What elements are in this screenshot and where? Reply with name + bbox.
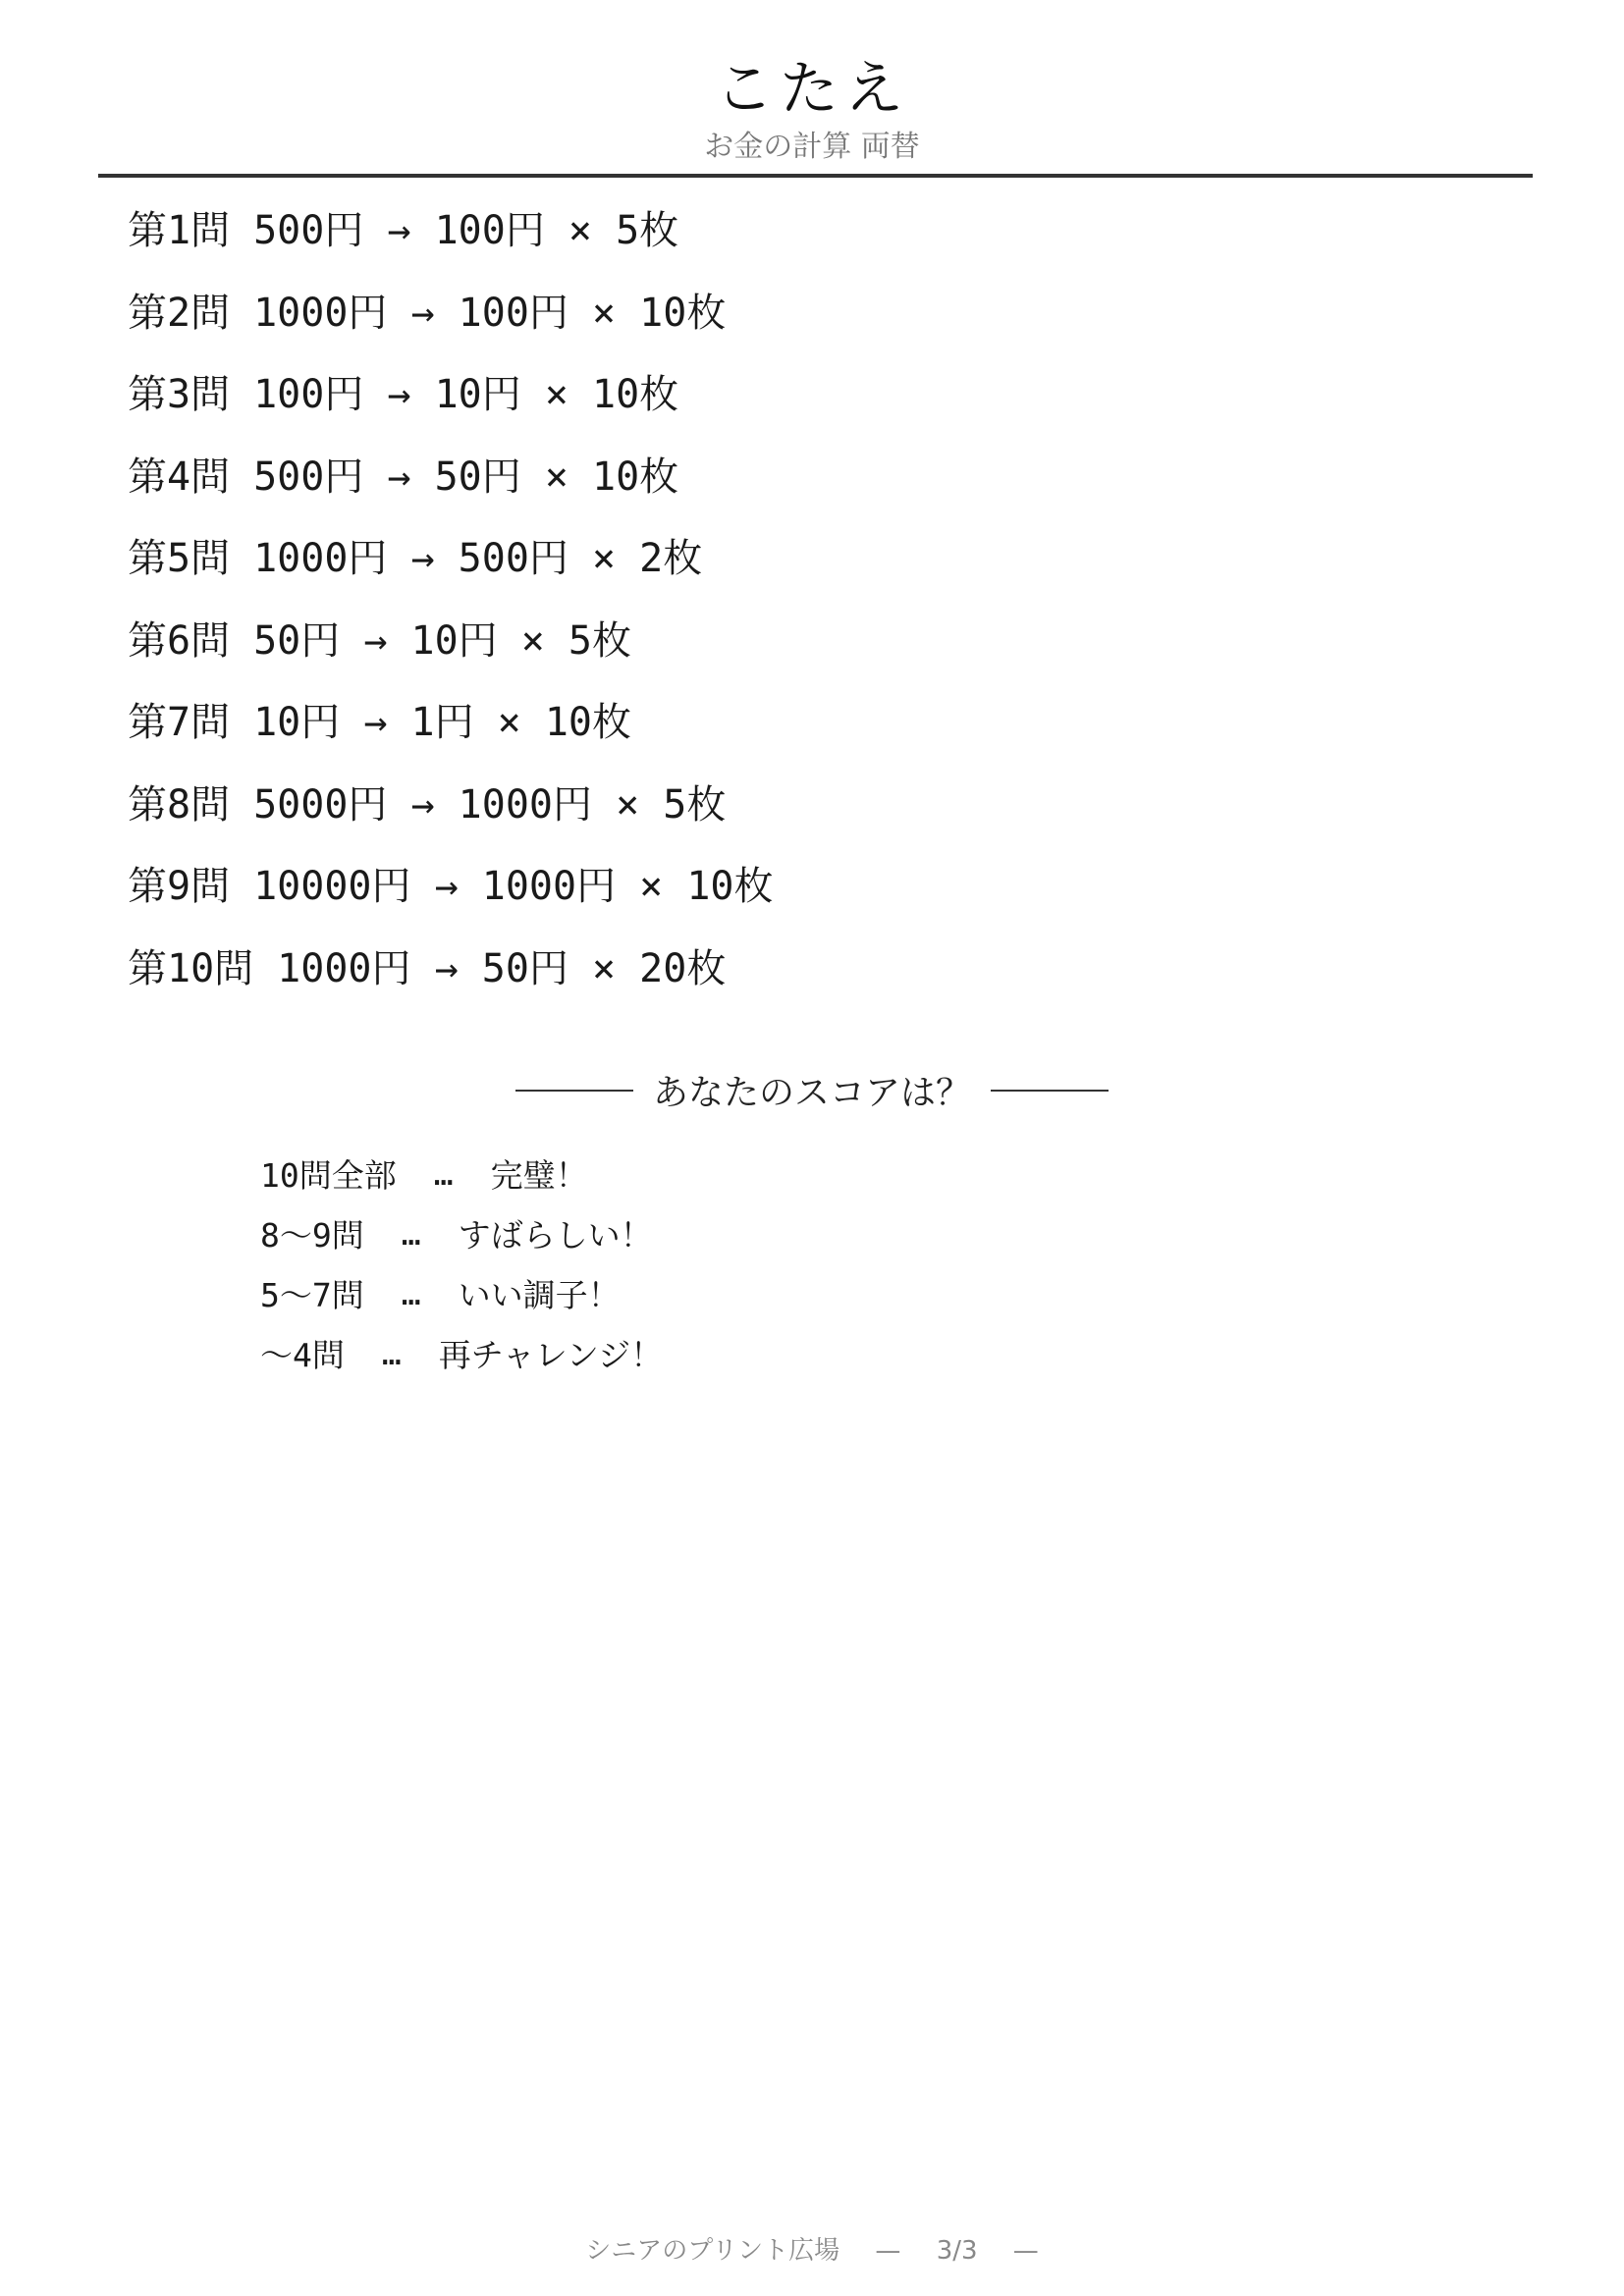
score-row <box>260 1263 663 1323</box>
score-row <box>260 1323 663 1383</box>
score-range: 10問全部 <box>260 1156 397 1195</box>
answer-row-6 <box>128 597 774 679</box>
answer-row-9 <box>128 842 774 925</box>
answer-row-1 <box>128 187 774 269</box>
page-number: 3/3 <box>936 2236 978 2266</box>
answer-text: 1000円 → 100円 × 10枚 <box>253 290 727 336</box>
page-footer <box>0 2230 1624 2267</box>
question-label: 第3問 <box>128 372 231 418</box>
question-label: 第5問 <box>128 536 231 582</box>
answer-list <box>128 187 774 1006</box>
answer-text: 10円 → 1円 × 10枚 <box>253 700 631 746</box>
question-label: 第4問 <box>128 454 231 500</box>
question-label: 第8問 <box>128 781 231 828</box>
score-ellipsis: … <box>381 1334 402 1372</box>
score-range: 5〜7問 <box>260 1276 364 1314</box>
question-label: 第9問 <box>128 864 231 910</box>
score-comment: すばらしい！ <box>458 1216 653 1255</box>
answer-row-3 <box>128 350 774 433</box>
score-comment: いい調子！ <box>458 1276 621 1314</box>
question-label: 第1問 <box>128 208 231 254</box>
answer-text: 5000円 → 1000円 × 5枚 <box>253 781 727 828</box>
answer-row-8 <box>128 761 774 843</box>
score-range: 〜4問 <box>260 1336 345 1374</box>
score-ellipsis: … <box>433 1154 454 1193</box>
question-label: 第2問 <box>128 290 231 336</box>
score-ellipsis: … <box>401 1274 421 1312</box>
answer-text: 500円 → 100円 × 5枚 <box>253 208 679 254</box>
answer-text: 10000円 → 1000円 × 10枚 <box>253 864 774 910</box>
heading-rule-left <box>515 1090 633 1092</box>
question-label: 第10問 <box>128 945 254 991</box>
page-subtitle: お金の計算 両替 <box>704 130 920 164</box>
footer-site-name: シニアのプリント広場 <box>585 2236 840 2266</box>
answer-text: 500円 → 50円 × 10枚 <box>253 454 679 500</box>
answer-row-10 <box>128 925 774 1007</box>
answer-text: 1000円 → 500円 × 2枚 <box>253 536 703 582</box>
question-label: 第7問 <box>128 700 231 746</box>
page-title: こたえ <box>715 55 909 124</box>
heading-rule-right <box>991 1090 1109 1092</box>
score-title: あなたのスコアは？ <box>652 1073 971 1113</box>
answer-row-4 <box>128 433 774 515</box>
answer-row-7 <box>128 678 774 761</box>
score-list <box>260 1144 663 1383</box>
header-divider <box>98 174 1533 178</box>
answer-text: 1000円 → 50円 × 20枚 <box>277 945 727 991</box>
score-comment: 完璧！ <box>490 1156 588 1195</box>
page-header <box>0 51 1624 167</box>
score-ellipsis: … <box>401 1214 421 1253</box>
score-heading <box>0 1065 1624 1115</box>
footer-dash-left: — <box>875 2236 901 2266</box>
score-row <box>260 1203 663 1263</box>
footer-dash-right: — <box>1012 2236 1039 2266</box>
answer-text: 50円 → 10円 × 5枚 <box>253 617 631 664</box>
answer-text: 100円 → 10円 × 10枚 <box>253 372 679 418</box>
score-row <box>260 1144 663 1203</box>
question-label: 第6問 <box>128 617 231 664</box>
score-range: 8〜9問 <box>260 1216 364 1255</box>
score-comment: 再チャレンジ！ <box>438 1336 664 1374</box>
answer-row-2 <box>128 269 774 351</box>
answer-row-5 <box>128 514 774 597</box>
